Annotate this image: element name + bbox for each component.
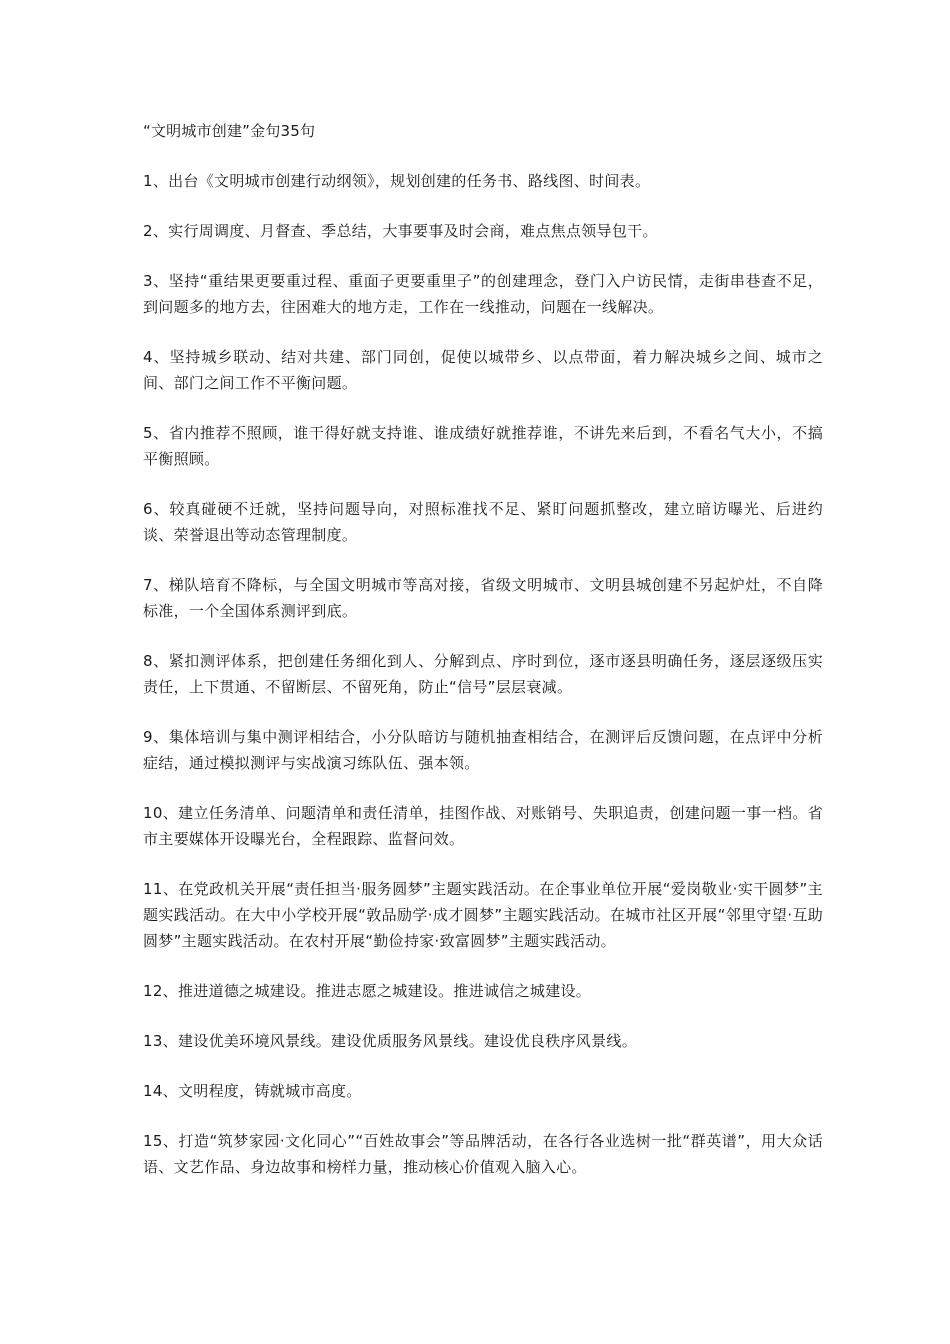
paragraph-15: 15、打造“筑梦家园·文化同心”“百姓故事会”等品牌活动，在各行各业选树一批“群英谱”，用大众话语、文艺作品、身边故事和榜样力量，推动核心价值观入脑入心。 [143,1132,823,1176]
paragraph-2: 2、实行周调度、月督查、季总结，大事要事及时会商，难点焦点领导包干。 [143,222,658,240]
paragraph-11: 11、在党政机关开展“责任担当·服务圆梦”主题实践活动。在企事业单位开展“爱岗敬业·实干圆梦”主题实践活动。在大中小学校开展“敦品励学·成才圆梦”主题实践活动。在城市社区开展“邻里守望·互助圆梦”主题实践活动。在农村开展“勤俭持家·致富圆梦”主题实践活动。 [143,880,823,950]
paragraph-8: 8、紧扣测评体系，把创建任务细化到人、分解到点、序时到位，逐市逐县明确任务，逐层逐级压实责任，上下贯通、不留断层、不留死角，防止“信号”层层衰减。 [143,652,823,696]
paragraph-1: 1、出台《文明城市创建行动纲领》，规划创建的任务书、路线图、时间表。 [143,172,651,190]
document-title: “文明城市创建”金句35句 [143,122,316,140]
paragraph-4: 4、坚持城乡联动、结对共建、部门同创，促使以城带乡、以点带面，着力解决城乡之间、城市之间、部门之间工作不平衡问题。 [143,348,823,392]
paragraph-12: 12、推进道德之城建设。推进志愿之城建设。推进诚信之城建设。 [143,982,592,1000]
paragraph-13: 13、建设优美环境风景线。建设优质服务风景线。建设优良秩序风景线。 [143,1032,637,1050]
paragraph-14: 14、文明程度，铸就城市高度。 [143,1082,362,1100]
paragraph-7: 7、梯队培育不降标，与全国文明城市等高对接，省级文明城市、文明县城创建不另起炉灶，不自降标准，一个全国体系测评到底。 [143,576,823,620]
document-body [143,118,823,1204]
paragraph-9: 9、集体培训与集中测评相结合，小分队暗访与随机抽查相结合，在测评后反馈问题，在点评中分析症结，通过模拟测评与实战演习练队伍、强本领。 [143,728,823,772]
paragraph-10: 10、建立任务清单、问题清单和责任清单，挂图作战、对账销号、失职追责，创建问题一事一档。省市主要媒体开设曝光台，全程跟踪、监督问效。 [143,804,823,848]
paragraph-3: 3、坚持“重结果更要重过程、重面子更要重里子”的创建理念，登门入户访民情，走街串巷查不足，到问题多的地方去，往困难大的地方走，工作在一线推动，问题在一线解决。 [143,272,823,316]
paragraph-5: 5、省内推荐不照顾，谁干得好就支持谁、谁成绩好就推荐谁，不讲先来后到，不看名气大小，不搞平衡照顾。 [143,424,823,468]
paragraph-6: 6、较真碰硬不迁就，坚持问题导向，对照标准找不足、紧盯问题抓整改，建立暗访曝光、后进约谈、荣誉退出等动态管理制度。 [143,500,823,544]
